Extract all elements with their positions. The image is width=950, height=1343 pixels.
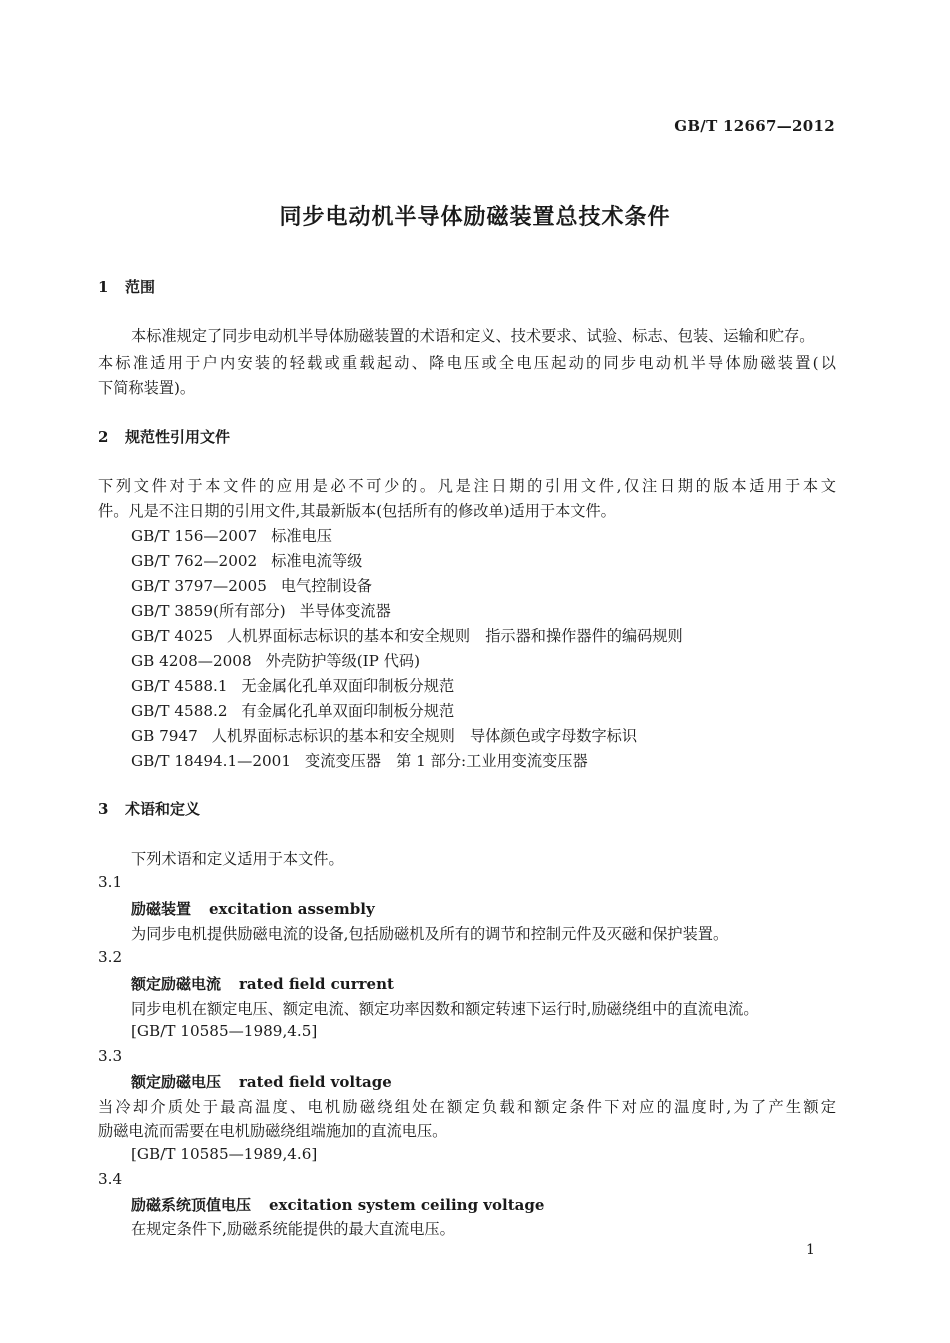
reference-code: GB/T 4588.2 <box>131 702 228 720</box>
paragraph: 本标准规定了同步电动机半导体励磁装置的术语和定义、技术要求、试验、标志、包装、运输和贮存。 <box>131 327 815 345</box>
reference-item <box>131 600 405 621</box>
reference-item <box>131 675 468 696</box>
term-source: [GB/T 10585—1989,4.5] <box>131 1022 318 1040</box>
term-en: rated field current <box>239 975 394 993</box>
term-number: 3.4 <box>98 1170 123 1188</box>
term-number: 3.3 <box>98 1047 123 1065</box>
reference-title: 标准电流等级 <box>271 552 363 570</box>
reference-title: 标准电压 <box>271 527 332 545</box>
reference-code: GB/T 3859(所有部分) <box>131 602 286 620</box>
term-zh: 额定励磁电压 <box>131 1073 222 1091</box>
term-en: excitation assembly <box>209 900 375 918</box>
reference-item <box>131 700 468 721</box>
paragraph-line: 本标准适用于户内安装的轻载或重载起动、降电压或全电压起动的同步电动机半导体励磁装置(以 <box>98 354 836 372</box>
paragraph-line: 下列文件对于本文件的应用是必不可少的。凡是注日期的引用文件,仅注日期的版本适用于本文 <box>98 477 836 495</box>
reference-title: 半导体变流器 <box>299 602 391 620</box>
term-en: rated field voltage <box>239 1073 392 1091</box>
section-1-heading <box>98 276 155 297</box>
term-definition: 在规定条件下,励磁系统能提供的最大直流电压。 <box>131 1220 455 1238</box>
term-zh: 额定励磁电流 <box>131 975 222 993</box>
term-en: excitation system ceiling voltage <box>269 1196 545 1214</box>
reference-code: GB/T 156—2007 <box>131 527 258 545</box>
reference-code: GB/T 18494.1—2001 <box>131 752 292 770</box>
reference-title: 电气控制设备 <box>280 577 372 595</box>
term-heading <box>131 898 375 919</box>
term-definition-line: 励磁电流而需要在电机励磁绕组端施加的直流电压。 <box>98 1122 448 1140</box>
section-3-heading <box>98 798 200 819</box>
reference-item <box>131 525 346 546</box>
reference-code: GB/T 3797—2005 <box>131 577 267 595</box>
reference-title: 人机界面标志标识的基本和安全规则 指示器和操作器件的编码规则 <box>227 627 683 645</box>
reference-title: 外壳防护等级(IP 代码) <box>265 652 421 670</box>
term-zh: 励磁系统顶值电压 <box>131 1196 252 1214</box>
section-2-heading <box>98 426 230 447</box>
term-zh: 励磁装置 <box>131 900 192 918</box>
section-title: 范围 <box>125 278 156 296</box>
standard-number: GB/T 12667—2012 <box>674 117 835 135</box>
reference-item <box>131 575 386 596</box>
term-heading <box>131 973 394 994</box>
section-title: 规范性引用文件 <box>125 428 231 446</box>
reference-item <box>131 750 602 771</box>
term-definition: 为同步电机提供励磁电流的设备,包括励磁机及所有的调节和控制元件及灭磁和保护装置。 <box>131 925 729 943</box>
section-title: 术语和定义 <box>125 800 201 818</box>
document-title: 同步电动机半导体励磁装置总技术条件 <box>279 204 671 230</box>
reference-code: GB/T 4588.1 <box>131 677 228 695</box>
reference-code: GB/T 762—2002 <box>131 552 258 570</box>
term-number: 3.1 <box>98 873 123 891</box>
reference-title: 变流变压器 第 1 部分:工业用变流变压器 <box>305 752 588 770</box>
page-number: 1 <box>806 1242 815 1258</box>
paragraph-line: 下简称装置)。 <box>98 379 196 397</box>
term-definition-line: 当冷却介质处于最高温度、电机励磁绕组处在额定负载和额定条件下对应的温度时,为了产生额定 <box>98 1098 836 1116</box>
paragraph-line: 件。凡是不注日期的引用文件,其最新版本(包括所有的修改单)适用于本文件。 <box>98 502 616 520</box>
section-number: 2 <box>98 428 109 446</box>
section-number: 3 <box>98 800 109 818</box>
reference-title: 人机界面标志标识的基本和安全规则 导体颜色或字母数字标识 <box>211 727 638 745</box>
reference-code: GB 7947 <box>131 727 198 745</box>
section-number: 1 <box>98 278 109 296</box>
reference-title: 有金属化孔单双面印制板分规范 <box>241 702 455 720</box>
term-definition: 同步电机在额定电压、额定电流、额定功率因数和额定转速下运行时,励磁绕组中的直流电流。 <box>131 1000 759 1018</box>
term-number: 3.2 <box>98 948 123 966</box>
reference-code: GB/T 4025 <box>131 627 214 645</box>
reference-title: 无金属化孔单双面印制板分规范 <box>241 677 455 695</box>
reference-item <box>131 650 434 671</box>
reference-item <box>131 725 651 746</box>
term-source: [GB/T 10585—1989,4.6] <box>131 1145 318 1163</box>
term-heading <box>131 1194 544 1215</box>
reference-code: GB 4208—2008 <box>131 652 252 670</box>
reference-item <box>131 550 376 571</box>
paragraph: 下列术语和定义适用于本文件。 <box>131 850 344 868</box>
term-heading <box>131 1071 392 1092</box>
reference-item <box>131 625 697 646</box>
